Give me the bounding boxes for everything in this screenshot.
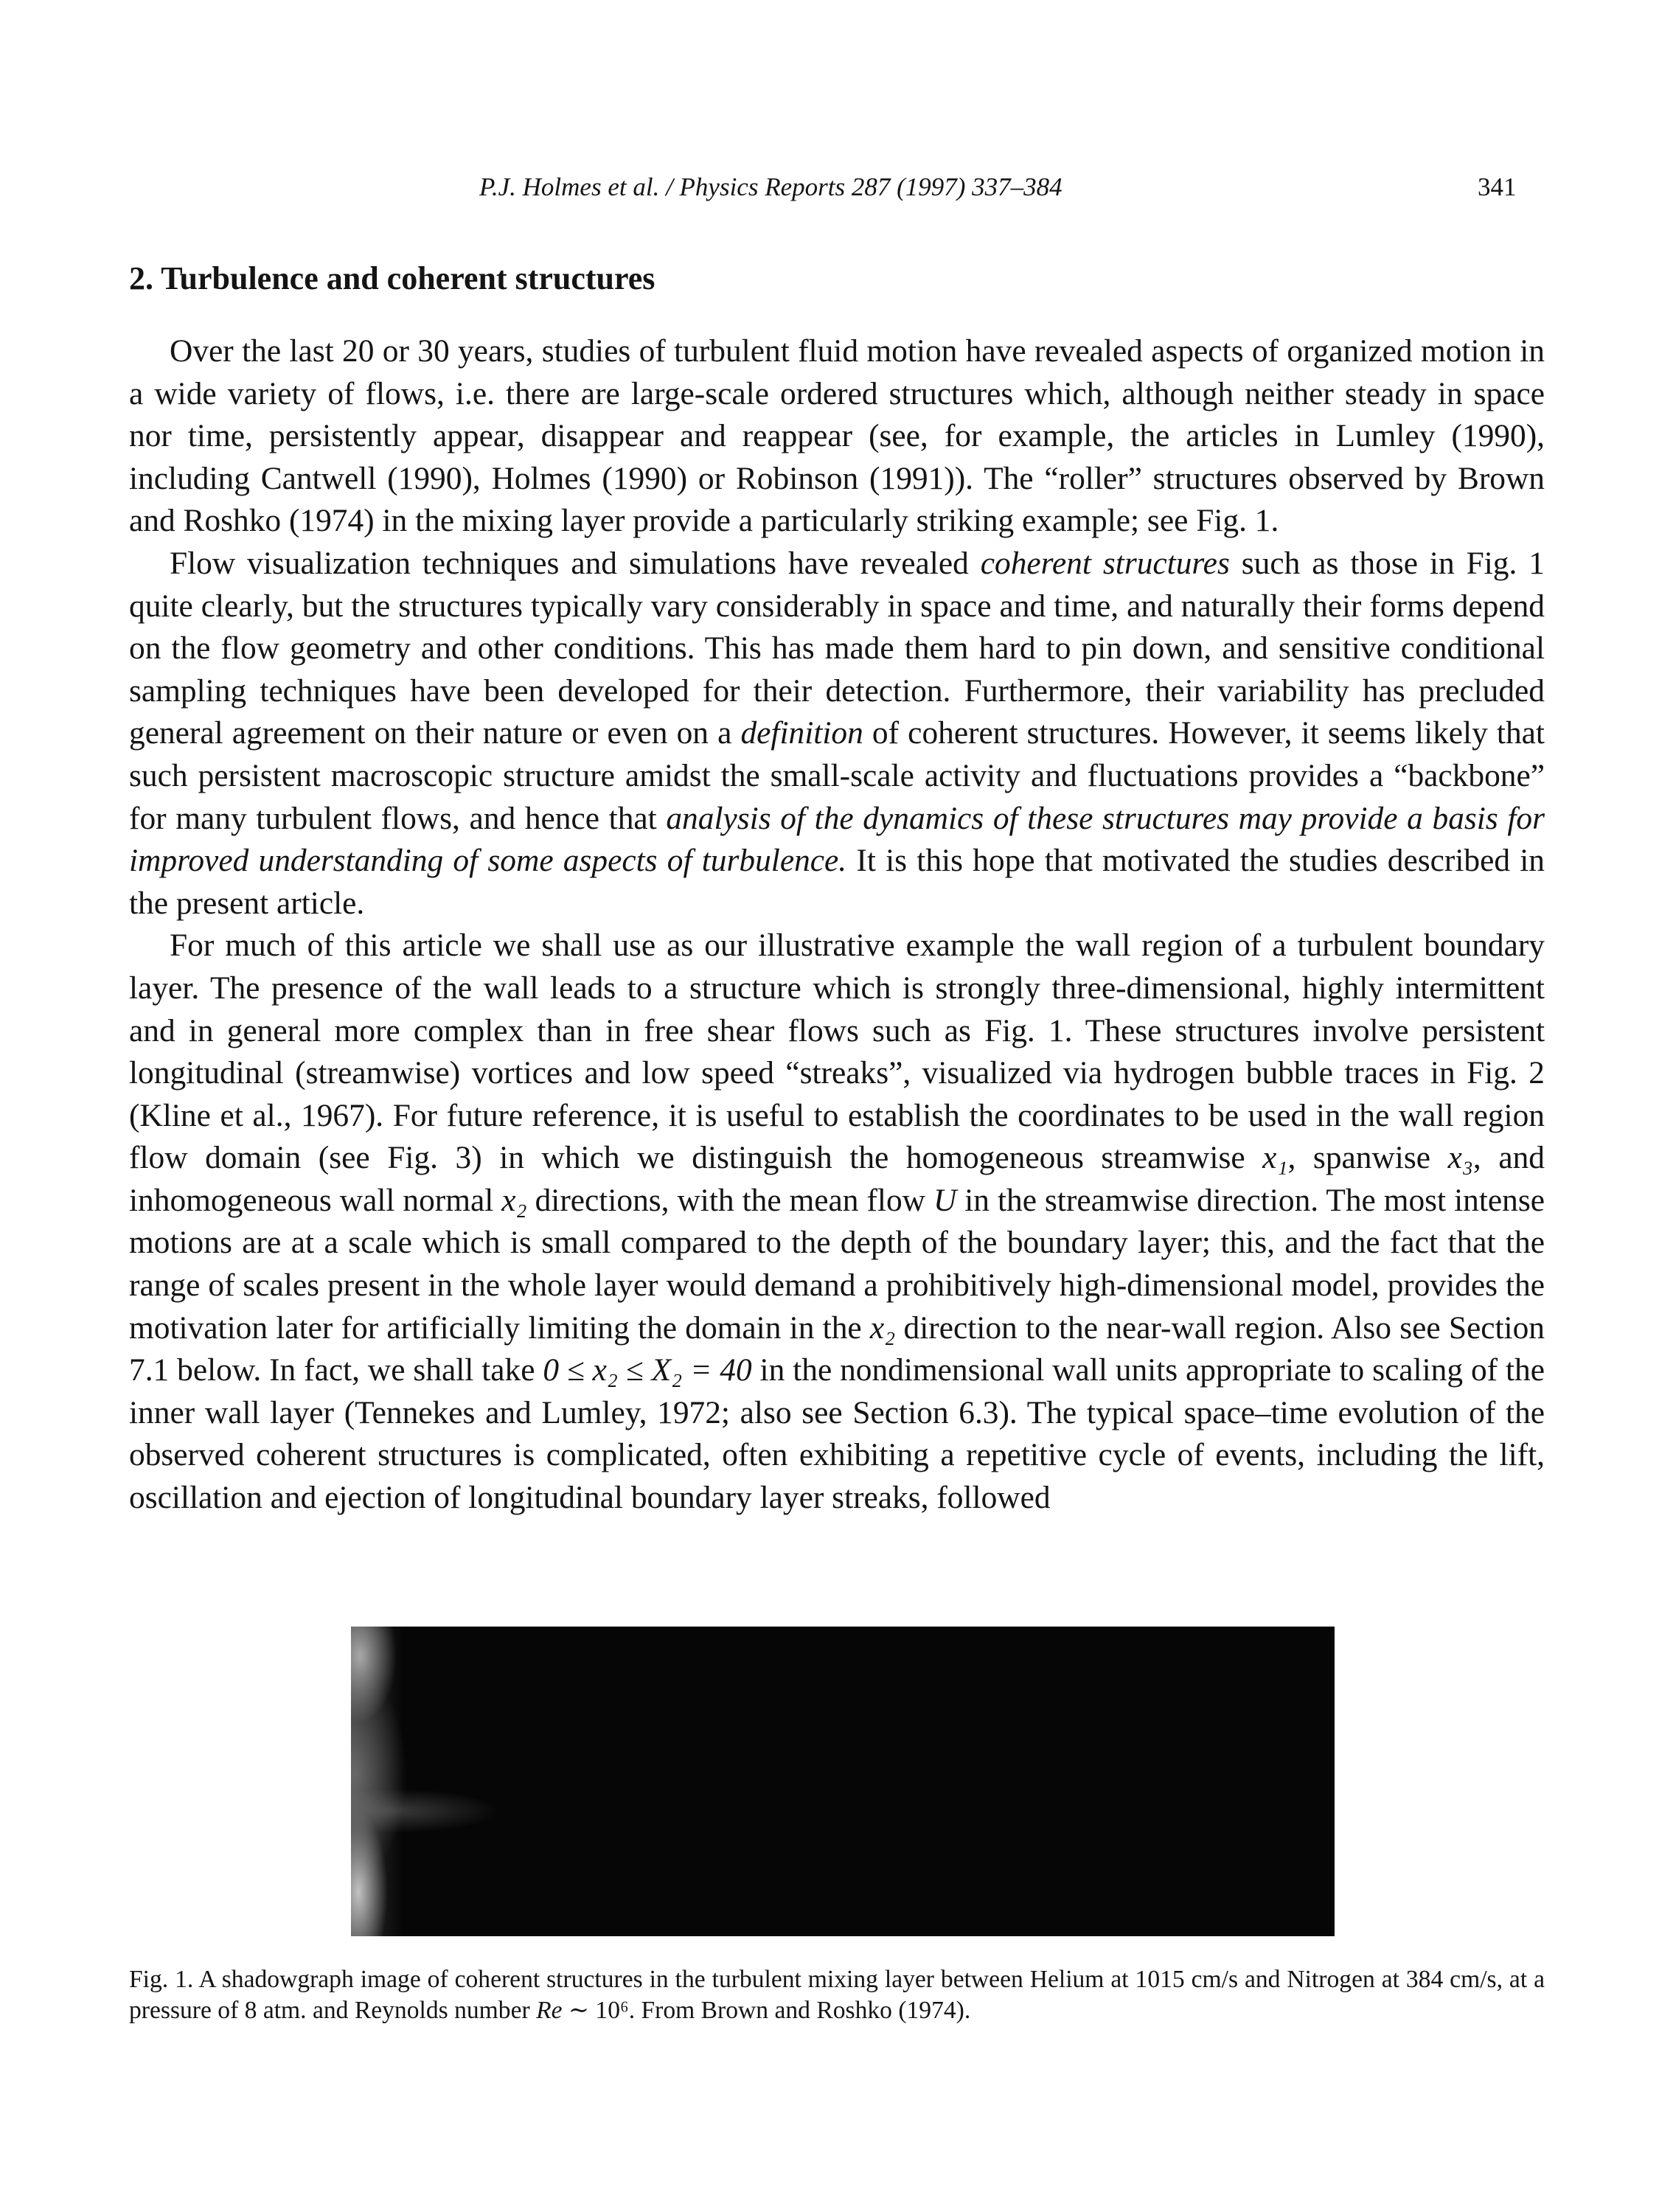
math-x3: x₃	[1447, 1140, 1473, 1176]
paragraph-2	[129, 543, 1545, 925]
section-heading: 2. Turbulence and coherent structures	[129, 260, 655, 296]
math-U: U	[933, 1182, 957, 1218]
math-x2-range: 0 ≤ x₂ ≤ X₂ = 40	[543, 1352, 752, 1388]
math-x2: x₂	[501, 1182, 527, 1218]
paragraph-3-text: , and inhomogeneous wall normal	[129, 1140, 1545, 1218]
body-text	[129, 330, 1545, 1520]
paragraph-3	[129, 925, 1545, 1519]
paragraph-3-text: in the nondimensional wall units appropriate to scaling of the inner wall layer (Tennekes and Lumley, 1972; also see Section 6.3). The typical space–time evolution of the observed coherent structures is complicated, often exhibiting a repetitive cycle of events, including the lift, oscillation and ejection of longitudinal boundary layer streaks, followed	[129, 1352, 1545, 1516]
paragraph-2-text: It is this hope that motivated the studies described in the present article.	[129, 843, 1545, 921]
caption-text: Fig. 1. A shadowgraph image of coherent structures in the turbulent mixing layer between Helium at 1015 cm/s and Nitrogen at 384 cm/s, at a pressure of 8 atm. and Reynolds number	[129, 1966, 1545, 2024]
emphasis-definition: definition	[740, 715, 863, 751]
page-number: 341	[1478, 173, 1517, 201]
math-x2: x₂	[869, 1310, 896, 1346]
journal-citation: P.J. Holmes et al. / Physics Reports 287 (1997) 337–384	[479, 173, 1062, 201]
emphasis-coherent-structures: coherent structures	[980, 545, 1230, 581]
emphasis-analysis: analysis of the dynamics of these structures may provide a basis for improved understanding of some aspects of turbulence.	[129, 800, 1545, 879]
math-x1: x₁	[1262, 1140, 1288, 1176]
paragraph-2-text: such as those in Fig. 1 quite clearly, but the structures typically vary considerably in space and time, and naturally their forms depend on the flow geometry and other conditions. This has made them hard to pin down, and sensitive conditional sampling techniques have been developed for their detection. Furthermore, their variability has precluded general agreement on their nature or even on a	[129, 545, 1545, 751]
figure-1-image-texture	[351, 1627, 1335, 1936]
paragraph-1: Over the last 20 or 30 years, studies of turbulent fluid motion have revealed aspects of organized motion in a wide variety of flows, i.e. there are large-scale ordered structures which, although neither steady in space nor time, persistently appear, disappear and reappear (see, for example, the articles in Lumley (1990), including Cantwell (1990), Holmes (1990) or Robinson (1991)). The “roller” structures observed by Brown and Roshko (1974) in the mixing layer provide a particularly striking example; see Fig. 1.	[129, 333, 1545, 539]
paragraph-3-text: For much of this article we shall use as our illustrative example the wall region of a turbulent boundary layer. The presence of the wall leads to a structure which is strongly three-dimensional, highly intermittent and in general more complex than in free shear flows such as Fig. 1. These structures involve persistent longitudinal (streamwise) vortices and low speed “streaks”, visualized via hydrogen bubble traces in Fig. 2 (Kline et al., 1967). For future reference, it is useful to establish the coordinates to be used in the wall region flow domain (see Fig. 3) in which we distinguish the homogeneous streamwise	[129, 928, 1545, 1176]
math-Re: Re	[536, 1997, 563, 2024]
figure-1-shadowgraph-image	[351, 1627, 1335, 1936]
paragraph-2-text: Flow visualization techniques and simulations have revealed	[170, 545, 981, 581]
figure-1-caption	[129, 1964, 1545, 2026]
caption-text: ∼ 10⁶. From Brown and Roshko (1974).	[562, 1997, 971, 2024]
paragraph-3-text: , spanwise	[1287, 1140, 1448, 1176]
paragraph-3-text: directions, with the mean flow	[526, 1182, 933, 1218]
running-head	[0, 173, 1659, 209]
paragraph-3-text: in the streamwise direction. The most intense motions are at a scale which is small compared to the depth of the boundary layer; this, and the fact that the range of scales present in the whole layer would demand a prohibitively high-dimensional model, provides the motivation later for artificially limiting the domain in the	[129, 1182, 1545, 1346]
paragraph-3-text: direction to the near-wall region. Also see Section 7.1 below. In fact, we shall take	[129, 1310, 1545, 1388]
paragraph-2-text: of coherent structures. However, it seems likely that such persistent macroscopic structure amidst the small-scale activity and fluctuations provides a “backbone” for many turbulent flows, and hence that	[129, 715, 1545, 836]
